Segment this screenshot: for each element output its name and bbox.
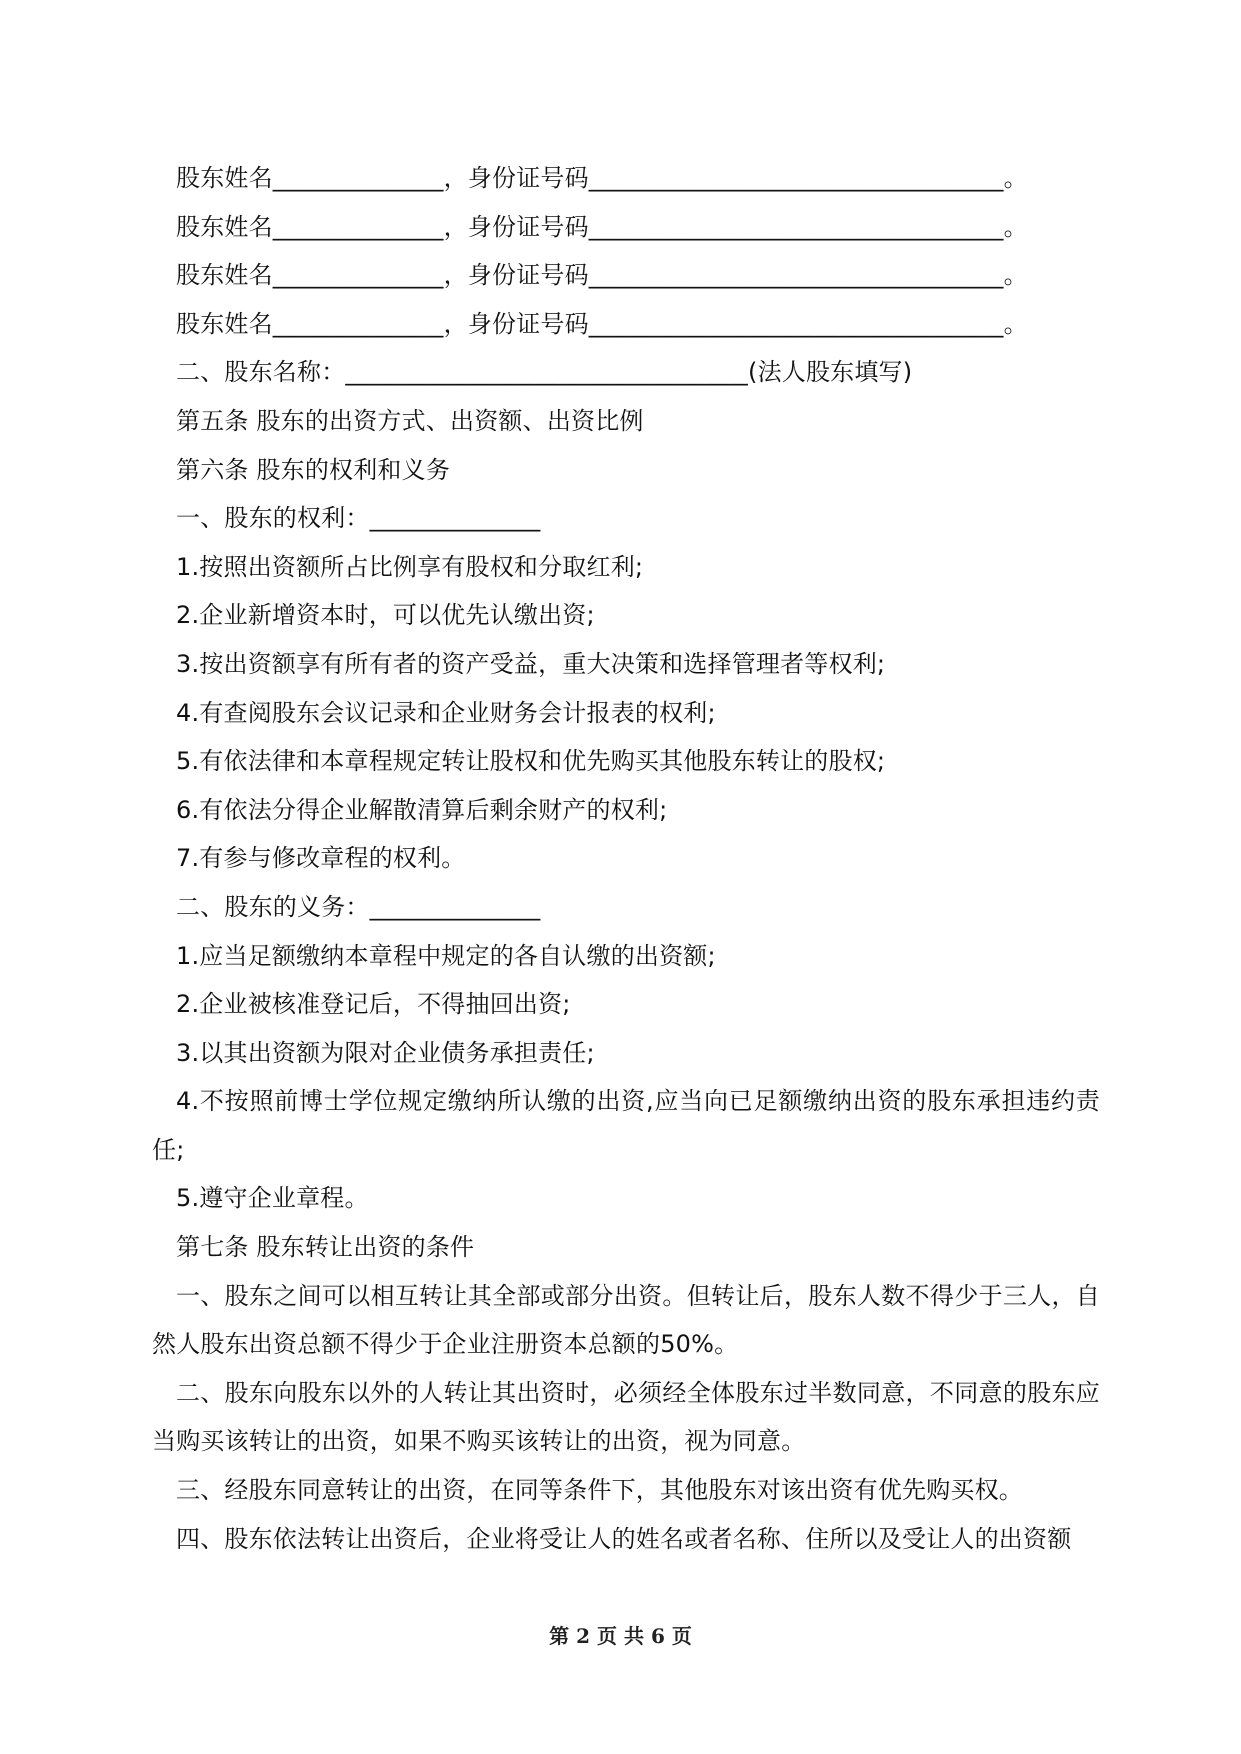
page-number-footer: 第 2 页 共 6 页 (549, 1624, 692, 1648)
obligations-item-3: 3.以其出资额为限对企业债务承担责任; (176, 1038, 595, 1067)
shareholder-name-line-1: 股东姓名______________，身份证号码__________________________________。 (176, 164, 1028, 192)
shareholder-name-line-3: 股东姓名______________，身份证号码__________________________________。 (176, 261, 1028, 290)
rights-heading: 一、股东的权利：______________ (176, 504, 541, 533)
rights-item-7: 7.有参与修改章程的权利。 (176, 844, 466, 873)
rights-item-6: 6.有依法分得企业解散清算后剩余财产的权利; (176, 795, 668, 824)
obligations-item-5: 5.遵守企业章程。 (176, 1184, 369, 1213)
obligations-heading: 二、股东的义务：______________ (176, 892, 541, 921)
obligations-item-4: 4.不按照前博士学位规定缴纳所认缴的出资,应当向已足额缴纳出资的股东承担违约责任; (152, 1087, 1100, 1164)
article-7-clause-4: 四、股东依法转让出资后，企业将受让人的姓名或者名称、住所以及受让人的出资额 (176, 1524, 1072, 1553)
article-7-clause-3: 三、经股东同意转让的出资，在同等条件下，其他股东对该出资有优先购买权。 (176, 1476, 1023, 1505)
obligations-item-2: 2.企业被核准登记后，不得抽回出资; (176, 990, 571, 1019)
rights-item-4: 4.有查阅股东会议记录和企业财务会计报表的权利; (176, 698, 716, 727)
shareholder-entity-name-line: 二、股东名称：_________________________________(法人股东填写) (176, 358, 913, 387)
document-body (152, 154, 1100, 1563)
article-6-heading: 第六条 股东的权利和义务 (176, 455, 451, 484)
article-7-clause-2: 二、股东向股东以外的人转让其出资时，必须经全体股东过半数同意，不同意的股东应当购买该转让的出资，如果不购买该转让的出资，视为同意。 (152, 1378, 1100, 1456)
article-5-heading: 第五条 股东的出资方式、出资额、出资比例 (176, 406, 644, 435)
rights-item-5: 5.有依法律和本章程规定转让股权和优先购买其他股东转让的股权; (176, 747, 886, 776)
article-7-heading: 第七条 股东转让出资的条件 (176, 1233, 475, 1262)
article-7-clause-1: 一、股东之间可以相互转让其全部或部分出资。但转让后，股东人数不得少于三人，自然人股东出资总额不得少于企业注册资本总额的50%。 (152, 1281, 1100, 1359)
rights-item-1: 1.按照出资额所占比例享有股权和分取红利; (176, 552, 644, 581)
rights-item-2: 2.企业新增资本时，可以优先认缴出资; (176, 601, 595, 630)
obligations-item-1: 1.应当足额缴纳本章程中规定的各自认缴的出资额; (176, 941, 716, 970)
rights-item-3: 3.按出资额享有所有者的资产受益，重大决策和选择管理者等权利; (176, 649, 886, 678)
shareholder-name-line-2: 股东姓名______________，身份证号码__________________________________。 (176, 212, 1028, 241)
shareholder-name-line-4: 股东姓名______________，身份证号码__________________________________。 (176, 309, 1028, 338)
